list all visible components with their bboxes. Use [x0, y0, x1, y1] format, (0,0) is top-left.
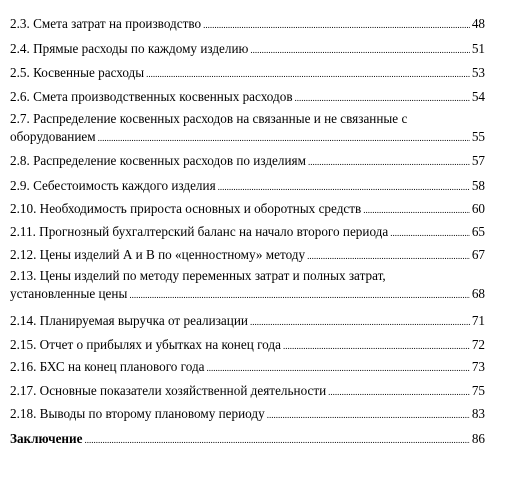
toc-leader-dots [250, 41, 469, 59]
toc-entry[interactable] [10, 152, 485, 170]
toc-entry[interactable] [10, 40, 485, 58]
toc-leader-dots [308, 153, 470, 171]
toc-entry[interactable] [10, 405, 485, 423]
toc-entry-conclusion[interactable] [10, 430, 485, 448]
toc-entry-title: 2.15. Отчет о прибылях и убытках на конец года [10, 337, 281, 352]
toc-entry-page: 83 [471, 406, 485, 421]
toc-entry-page: 67 [471, 247, 485, 262]
toc-entry[interactable] [10, 246, 485, 264]
toc-entry-title: установленные цены [10, 286, 128, 301]
toc-entry-page: 48 [471, 16, 485, 31]
toc-leader-dots [207, 359, 470, 377]
toc-entry[interactable] [10, 177, 485, 195]
toc-entry-title: 2.18. Выводы по второму плановому периоду [10, 406, 265, 421]
toc-entry-page: 51 [471, 41, 485, 56]
toc-entry-title-line1: 2.7. Распределение косвенных расходов на связанные и не связанные с [10, 111, 408, 126]
toc-entry-title: 2.4. Прямые расходы по каждому изделию [10, 41, 249, 56]
toc-leader-dots [98, 129, 470, 147]
toc-entry[interactable] [10, 200, 485, 218]
toc-entry-title: 2.5. Косвенные расходы [10, 65, 145, 80]
toc-entry-page: 75 [471, 383, 485, 398]
toc-entry[interactable] [10, 382, 485, 400]
toc-leader-dots [295, 89, 470, 107]
toc-entry-title: 2.6. Смета производственных косвенных расходов [10, 89, 293, 104]
toc-leader-dots [218, 178, 470, 196]
toc-entry[interactable] [10, 64, 485, 82]
toc-entry-page: 71 [471, 313, 485, 328]
toc-entry-page: 58 [471, 178, 485, 193]
toc-leader-dots [146, 65, 470, 83]
toc-entry-title: оборудованием [10, 129, 96, 144]
toc-leader-dots [307, 247, 470, 265]
toc-entry-title-line1: 2.13. Цены изделий по методу переменных затрат и полных затрат, [10, 268, 386, 283]
toc-entry[interactable] [10, 88, 485, 106]
toc-entry-title: 2.12. Цены изделий А и В по «ценностному» методу [10, 247, 306, 262]
toc-leader-dots [129, 286, 469, 304]
toc-entry-title: 2.8. Распределение косвенных расходов по изделиям [10, 153, 306, 168]
toc-entry-page: 57 [471, 153, 485, 168]
toc-entry[interactable] [10, 267, 485, 303]
toc-entry-page: 54 [471, 89, 485, 104]
toc-entry-page: 53 [471, 65, 485, 80]
toc-entry-title: 2.3. Смета затрат на производство [10, 16, 202, 31]
toc-entry[interactable] [10, 358, 485, 376]
toc-entry-title: 2.11. Прогнозный бухгалтерский баланс на начало второго периода [10, 224, 389, 239]
toc-entry-title: 2.16. БХС на конец планового года [10, 359, 205, 374]
toc-entry-page: 60 [471, 201, 485, 216]
toc-leader-dots [328, 383, 470, 401]
toc-entry-title: 2.9. Себестоимость каждого изделия [10, 178, 216, 193]
toc-entry[interactable] [10, 223, 485, 241]
toc-entry-title: 2.14. Планируемая выручка от реализации [10, 313, 248, 328]
toc-entry-page: 86 [471, 431, 485, 446]
toc-entry[interactable] [10, 312, 485, 330]
toc-entry-page: 68 [471, 286, 485, 301]
toc-entry[interactable] [10, 15, 485, 33]
toc-entry-page: 55 [471, 129, 485, 144]
toc-entry-page: 72 [471, 337, 485, 352]
toc-entry-title: Заключение [10, 431, 83, 446]
toc-entry-page: 65 [471, 224, 485, 239]
toc-leader-dots [267, 406, 470, 424]
toc-entry[interactable] [10, 336, 485, 354]
toc-leader-dots [203, 16, 470, 34]
toc-leader-dots [363, 201, 470, 219]
toc-entry-title: 2.10. Необходимость прироста основных и оборотных средств [10, 201, 362, 216]
toc-leader-dots [283, 337, 470, 355]
toc-leader-dots [390, 224, 470, 242]
toc-leader-dots [250, 313, 470, 331]
toc-leader-dots [84, 431, 469, 449]
toc-entry-page: 73 [471, 359, 485, 374]
toc-entry[interactable] [10, 110, 485, 146]
toc-entry-title: 2.17. Основные показатели хозяйственной деятельности [10, 383, 327, 398]
